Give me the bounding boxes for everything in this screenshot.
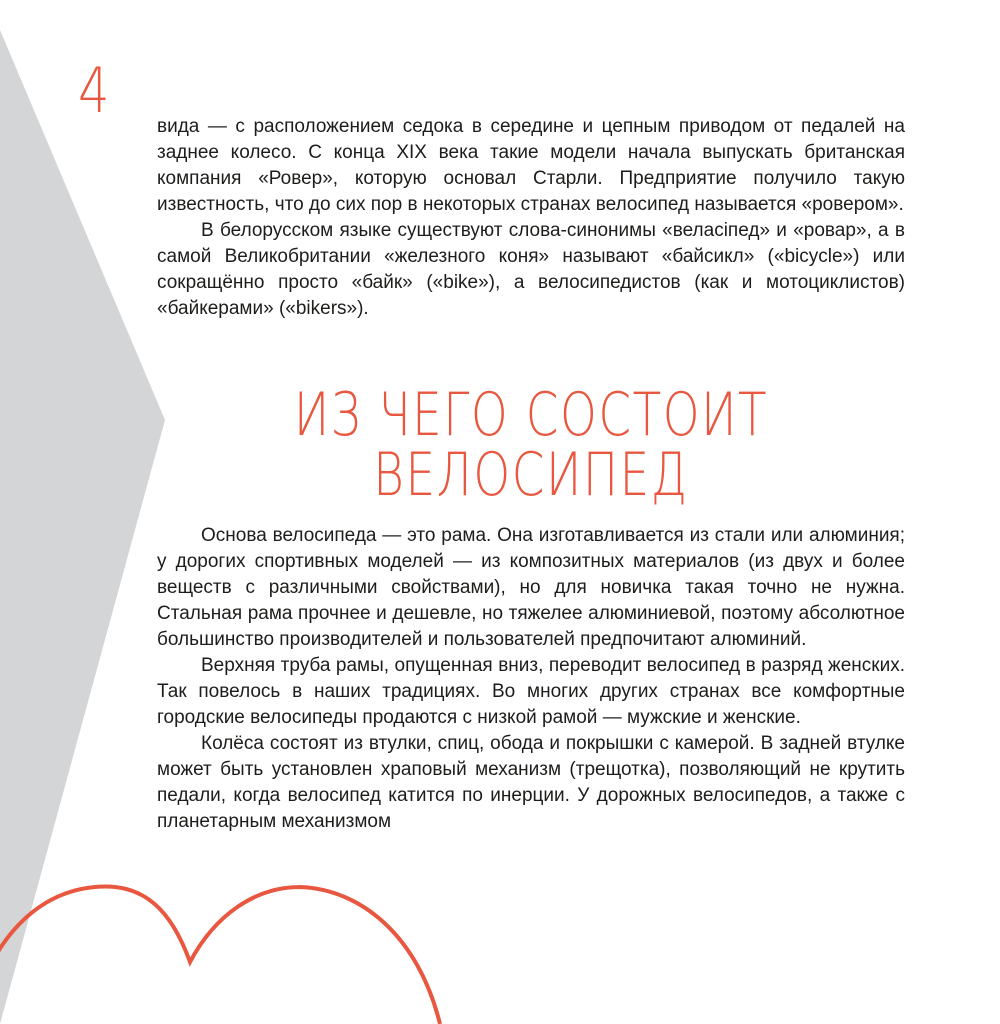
page-number: 4 [78, 54, 110, 127]
section-title [157, 380, 905, 510]
gray-arrow-shape [0, 30, 165, 1024]
paragraph: вида — с расположением седока в середине и цепным приводом от педалей на заднее колесо. С конца XIX века такие модели начала выпускать британская компания «Ровер», которую основал Старли. Предприятие получило такую известность, что до сих пор в некоторых странах велосипед называется «ровером». [157, 116, 905, 215]
paragraph: Колёса состоят из втулки, спиц, обода и покрышки с камерой. В задней втулке может быть установлен храповый механизм (трещотка), позволяющий не крутить педали, когда велосипед катится по инерции. У дорожных велосипедов, а также с планетарным механизмом [157, 733, 905, 832]
paragraph: В белорусском языке существуют слова-синонимы «веласiпед» и «ровар», а в самой Великобритании «железного коня» называют «байсикл» («bicycle») или сокращённо просто «байк» («bike»), а велосипедистов (как и мотоциклистов) «байкерами» («bikers»). [157, 220, 905, 319]
section-title-line: ВЕЛОСИПЕД [373, 440, 689, 510]
section-title-line: ИЗ ЧЕГО СОСТОИТ [293, 380, 769, 450]
section-body [157, 523, 905, 835]
red-heart-outline [0, 886, 440, 1024]
paragraph: Основа велосипеда — это рама. Она изготавливается из стали или алюминия; у дорогих спортивных моделей — из композитных материалов (из двух и более веществ с различными свойствами), но для новичка такая точно не нужна. Стальная рама прочнее и дешевле, но тяжелее алюминиевой, поэтому абсолютное большинство производителей и пользователей предпочитают алюминий. [157, 525, 905, 650]
paragraph: Верхняя труба рамы, опущенная вниз, переводит велосипед в разряд женских. Так повелось в наших традициях. Во многих других странах все комфортные городские велосипеды продаются с низкой рамой — мужские и женские. [157, 655, 905, 728]
intro-text [157, 114, 905, 322]
